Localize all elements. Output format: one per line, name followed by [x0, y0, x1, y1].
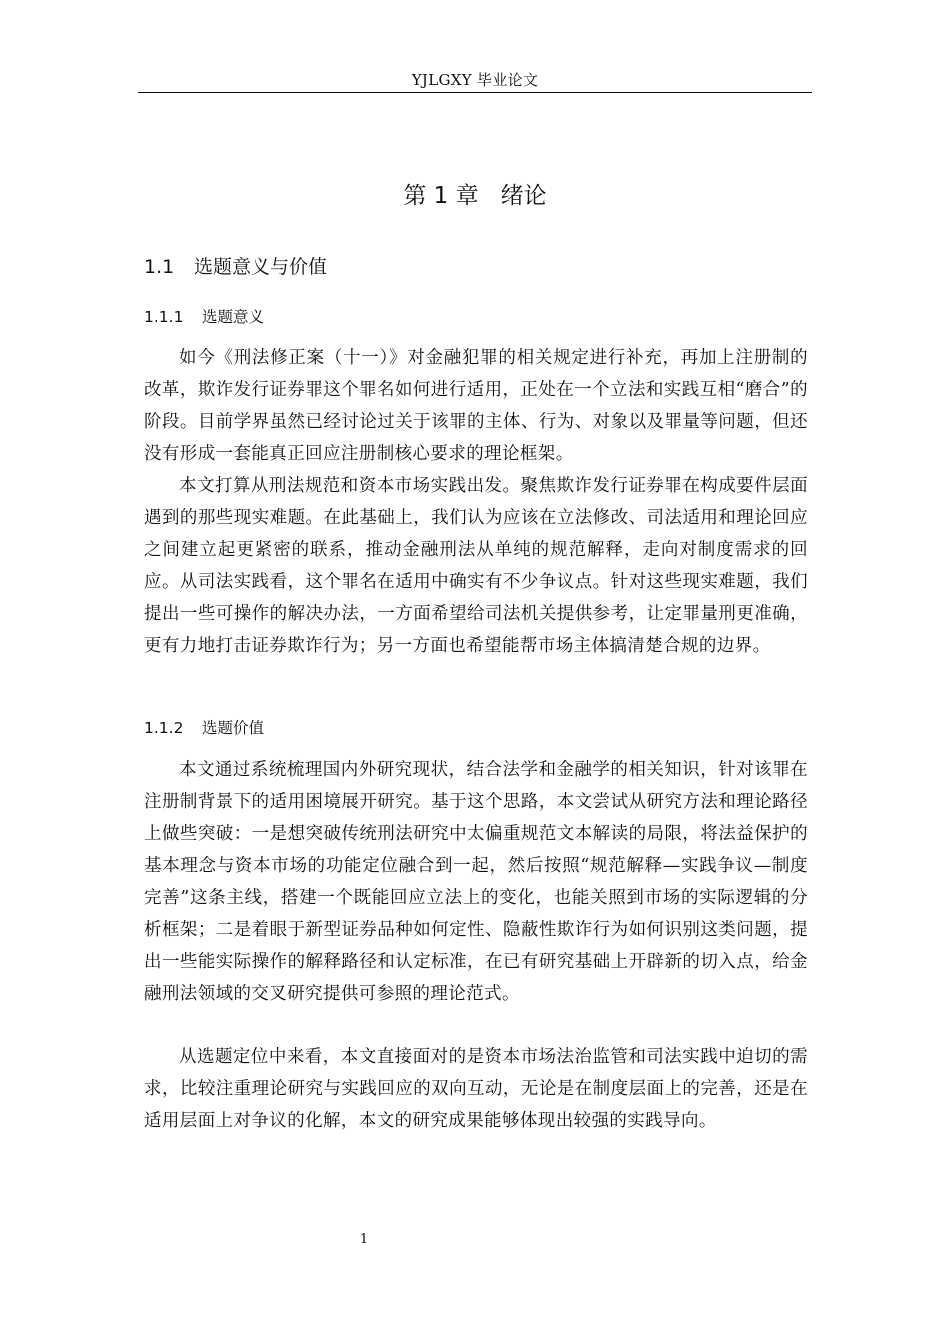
chapter-heading	[138, 180, 812, 212]
paragraph: 本文通过系统梳理国内外研究现状，结合法学和金融学的相关知识，针对该罪在注册制背景下的适用困境展开研究。基于这个思路，本文尝试从研究方法和理论路径上做些突破：一是想突破传统刑法研究中太偏重规范文本解读的局限，将法益保护的基本理念与资本市场的功能定位融合到一起，然后按照“规范解释—实践争议—制度完善”这条主线，搭建一个既能回应立法上的变化，也能关照到市场的实际逻辑的分析框架；二是着眼于新型证券品种如何定性、隐蔽性欺诈行为如何识别这类问题，提出一些能实际操作的解释路径和认定标准，在已有研究基础上开辟新的切入点，给金融刑法领域的交叉研究提供可参照的理论范式。	[144, 760, 808, 1004]
subsection-title: 选题意义	[202, 308, 265, 326]
subsection-number: 1.1.1	[144, 308, 184, 326]
section-number: 1.1	[144, 256, 175, 278]
paragraph: 如今《刑法修正案（十一）》对金融犯罪的相关规定进行补充，再加上注册制的改革，欺诈发行证券罪这个罪名如何进行适用，正处在一个立法和实践互相“磨合”的阶段。目前学界虽然已经讨论过关于该罪的主体、行为、对象以及罪量等问题，但还没有形成一套能真正回应注册制核心要求的理论框架。	[144, 348, 808, 464]
subsection-title: 选题价值	[202, 719, 265, 737]
chapter-number: 第 1 章	[403, 183, 479, 209]
page-number: 1	[359, 1232, 369, 1247]
section-heading-1-1	[144, 254, 327, 280]
subsection-heading-1-1-1	[144, 306, 264, 328]
paragraph: 从选题定位中来看，本文直接面对的是资本市场法治监管和司法实践中迫切的需求，比较注重理论研究与实践回应的双向互动，无论是在制度层面上的完善，还是在适用层面上对争议的化解，本文的研究成果能够体现出较强的实践导向。	[144, 1047, 808, 1131]
page-header: YJLGXY 毕业论文	[411, 71, 539, 89]
chapter-title: 绪论	[500, 183, 547, 209]
section-title: 选题意义与价值	[194, 256, 328, 278]
paragraph: 本文打算从刑法规范和资本市场实践出发。聚焦欺诈发行证券罪在构成要件层面遇到的那些现实难题。在此基础上，我们认为应该在立法修改、司法适用和理论回应之间建立起更紧密的联系，推动金融刑法从单纯的规范解释，走向对制度需求的回应。从司法实践看，这个罪名在适用中确实有不少争议点。针对这些现实难题，我们提出一些可操作的解决办法，一方面希望给司法机关提供参考，让定罪量刑更准确，更有力地打击证券欺诈行为；另一方面也希望能帮市场主体搞清楚合规的边界。	[144, 476, 808, 656]
subsection-number: 1.1.2	[144, 719, 184, 737]
subsection-heading-1-1-2	[144, 717, 264, 739]
header-rule	[138, 92, 812, 93]
